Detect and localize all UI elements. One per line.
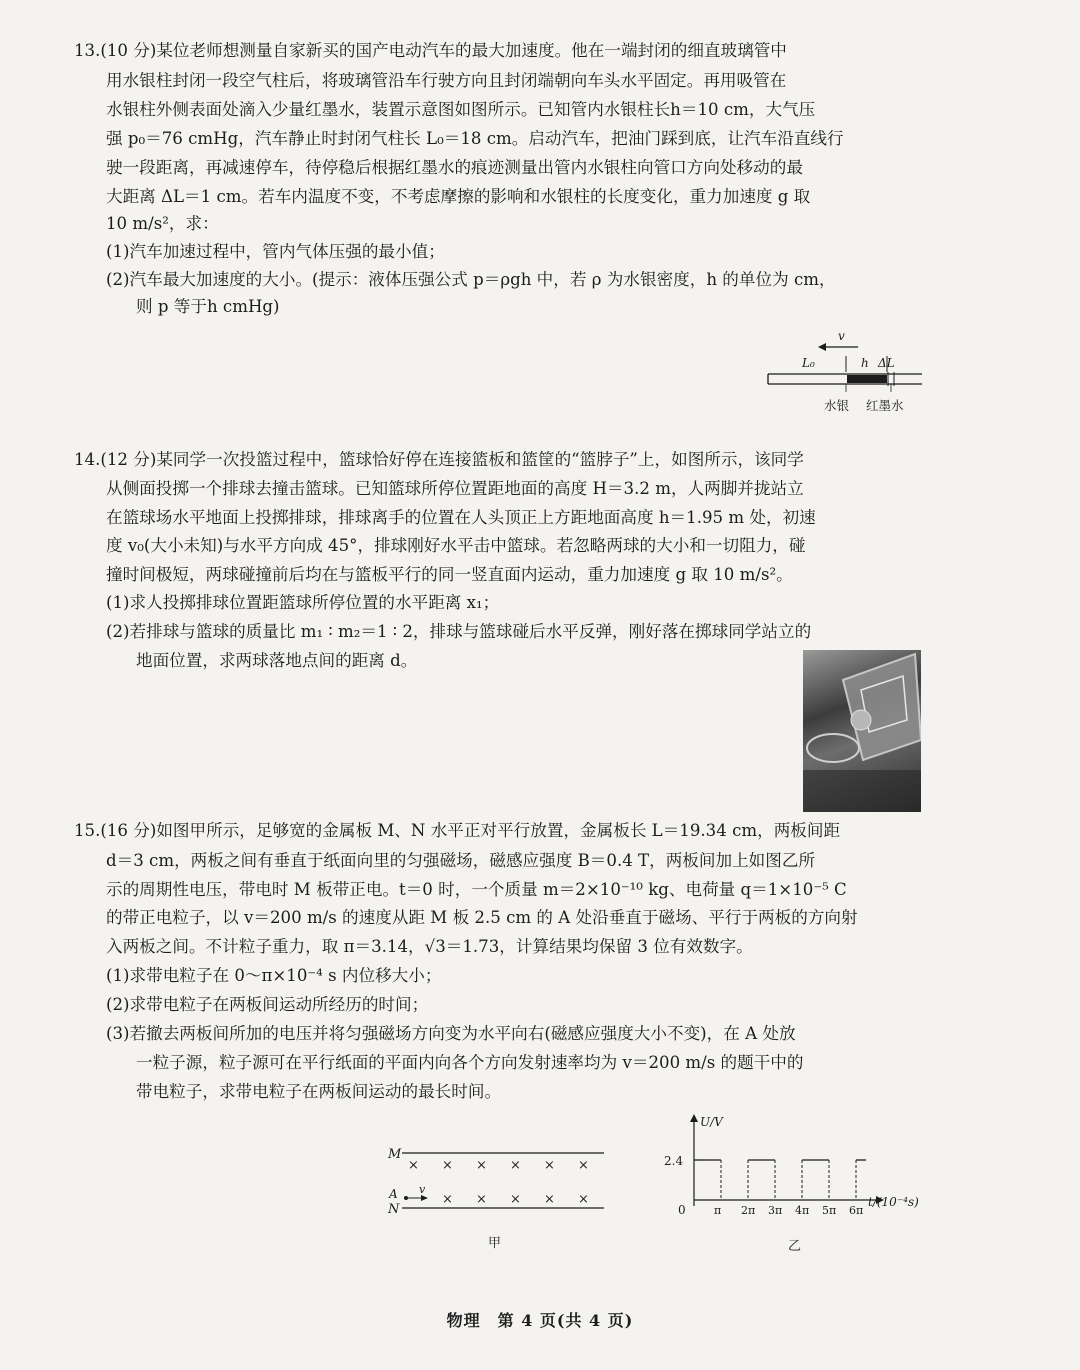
q14-sub-1: (1)求人投掷排球位置距篮球所停位置的水平距离 x₁； [106, 593, 500, 612]
q13-line-3: 水银柱外侧表面处滴入少量红墨水，装置示意图如图所示。已知管内水银柱长h＝10 cm，大气压 [106, 100, 816, 119]
field-cross: × [510, 1158, 521, 1173]
q13-tube-diagram [760, 326, 930, 418]
field-cross: × [510, 1192, 521, 1207]
q14-line-1: 14.(12 分)某同学一次投篮过程中，篮球恰好停在连接篮板和篮筐的“篮脖子”上，如图所示，该同学 [74, 450, 804, 469]
q14-line-5: 撞时间极短，两球碰撞前后均在与篮板平行的同一竖直面内运动，重力加速度 g 取 10 m/s²。 [106, 565, 793, 584]
y-value-label: 2.4 [664, 1154, 684, 1168]
q13-line-1: 13.(10 分)某位老师想测量自家新买的国产电动汽车的最大加速度。他在一端封闭的细直玻璃管中 [74, 41, 787, 60]
y-axis-arrowhead [690, 1114, 698, 1122]
x-tick-label: 6π [849, 1204, 864, 1217]
field-cross: × [476, 1158, 487, 1173]
velocity-label: v [838, 329, 845, 343]
L0-label: L₀ [802, 356, 815, 370]
field-cross: × [578, 1192, 589, 1207]
x-tick-label: 5π [822, 1204, 837, 1217]
x-axis-label: t/(10⁻⁴s) [868, 1195, 919, 1209]
x-tick-label: 3π [768, 1204, 783, 1217]
origin-label: 0 [678, 1203, 686, 1217]
q15-line-5: 入两板之间。不计粒子重力，取 π＝3.14，√3＝1.73，计算结果均保留 3 位有效数字。 [106, 937, 753, 956]
figure-yi-caption: 乙 [788, 1239, 802, 1254]
point-A-label: A [389, 1187, 398, 1201]
mercury-label: 水银 [824, 398, 850, 413]
q15-line-1: 15.(16 分)如图甲所示，足够宽的金属板 M、N 水平正对平行放置，金属板长 L＝19.34 cm，两板间距 [74, 821, 841, 840]
q15-line-2: d＝3 cm，两板之间有垂直于纸面向里的匀强磁场，磁感应强度 B＝0.4 T，两板间加上如图乙所 [106, 851, 816, 870]
basketball-photo [803, 650, 921, 812]
q13-line-7: 10 m/s²，求： [106, 214, 219, 233]
page-footer: 物理 第 4 页(共 4 页) [446, 1311, 634, 1330]
figure-yi-voltage-graph [660, 1108, 930, 1258]
field-cross: × [578, 1158, 589, 1173]
velocity-v-label: v [419, 1183, 426, 1196]
y-axis-label: U/V [700, 1115, 723, 1129]
q14-sub-2-cont: 地面位置，求两球落地点间的距离 d。 [136, 651, 418, 670]
field-cross: × [408, 1158, 419, 1173]
velocity-arrowhead [818, 343, 826, 351]
plate-N-label: N [388, 1202, 400, 1217]
dL-label: ΔL [878, 356, 895, 370]
q13-line-5: 驶一段距离，再减速停车，待停稳后根据红墨水的痕迹测量出管内水银柱向管口方向处移动的最 [106, 158, 803, 177]
x-tick-label: 4π [795, 1204, 810, 1217]
q15-sub-2: (2)求带电粒子在两板间运动所经历的时间； [106, 995, 429, 1014]
q14-line-4: 度 v₀(大小未知)与水平方向成 45°，排球刚好水平击中篮球。若忽略两球的大小和一切阻力，碰 [106, 536, 806, 555]
q15-line-4: 的带正电粒子，以 v＝200 m/s 的速度从距 M 板 2.5 cm 的 A 处沿垂直于磁场、平行于两板的方向射 [106, 908, 858, 927]
field-cross: × [476, 1192, 487, 1207]
figure-jia-plates [380, 1135, 620, 1255]
x-tick-label: 2π [741, 1204, 756, 1217]
field-cross: × [544, 1158, 555, 1173]
q15-sub-3: (3)若撤去两板间所加的电压并将匀强磁场方向变为水平向右(磁感应强度大小不变)，在 A 处放 [106, 1024, 796, 1043]
plate-M-label: M [388, 1147, 402, 1162]
h-label: h [861, 356, 869, 370]
q13-sub-2: (2)汽车最大加速度的大小。(提示：液体压强公式 p＝ρgh 中，若 ρ 为水银密度，h 的单位为 cm， [106, 270, 836, 289]
q13-line-2: 用水银柱封闭一段空气柱后，将玻璃管沿车行驶方向且封闭端朝向车头水平固定。再用吸管在 [106, 71, 787, 90]
q14-sub-2: (2)若排球与篮球的质量比 m₁ ∶ m₂＝1 ∶ 2，排球与篮球碰后水平反弹，刚好落在掷球同学站立的 [106, 622, 812, 641]
ink-label: 红墨水 [866, 398, 904, 413]
q15-line-3: 示的周期性电压，带电时 M 板带正电。t＝0 时，一个质量 m＝2×10⁻¹⁰ kg、电荷量 q＝1×10⁻⁵ C [106, 880, 847, 899]
q13-line-6: 大距离 ΔL＝1 cm。若车内温度不变，不考虑摩擦的影响和水银柱的长度变化，重力加速度 g 取 [106, 187, 811, 206]
x-tick-label: π [714, 1204, 722, 1217]
field-cross: × [442, 1158, 453, 1173]
field-cross: × [544, 1192, 555, 1207]
q15-sub-3-cont: 一粒子源，粒子源可在平行纸面的平面内向各个方向发射速率均为 v＝200 m/s 的题干中的 [136, 1053, 804, 1072]
q15-sub-3-cont-2: 带电粒子，求带电粒子在两板间运动的最长时间。 [136, 1082, 502, 1101]
basketball-photo-sketch [803, 650, 921, 812]
mercury-column [847, 375, 887, 383]
q14-line-3: 在篮球场水平地面上投掷排球，排球离手的位置在人头顶正上方距地面高度 h＝1.95 m 处，初速 [106, 508, 816, 527]
field-cross: × [442, 1192, 453, 1207]
q15-sub-1: (1)求带电粒子在 0～π×10⁻⁴ s 内位移大小； [106, 966, 442, 985]
figure-jia-caption: 甲 [488, 1236, 502, 1251]
q13-sub-1: (1)汽车加速过程中，管内气体压强的最小值； [106, 242, 445, 261]
q13-line-4: 强 p₀＝76 cmHg，汽车静止时封闭气柱长 L₀＝18 cm。启动汽车，把油门踩到底，让汽车沿直线行 [106, 129, 844, 148]
q14-line-2: 从侧面投掷一个排球去撞击篮球。已知篮球所停位置距地面的高度 H＝3.2 m，人两脚并拢站立 [106, 479, 804, 498]
q13-sub-2-cont: 则 p 等于h cmHg) [136, 297, 280, 316]
